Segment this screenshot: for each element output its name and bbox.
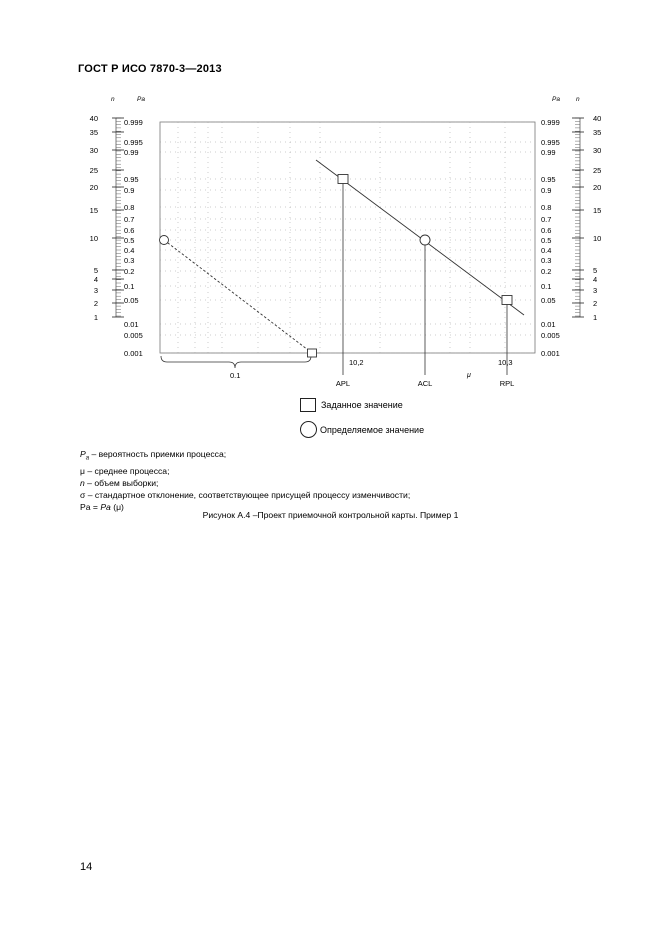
right-n-tick-label: 1	[593, 313, 598, 322]
square-marker-icon	[300, 398, 316, 412]
right-pa-tick-label: 0.8	[541, 203, 552, 212]
right-pa-tick-label: 0.95	[541, 175, 556, 184]
right-n-tick-label: 30	[593, 146, 602, 155]
left-pa-tick-label: 0.5	[124, 236, 135, 245]
formula-left: Pa	[80, 501, 91, 512]
definition-symbol: σ	[80, 489, 86, 500]
right-pa-axis-label: Pa	[552, 96, 560, 103]
left-n-tick-label: 25	[89, 166, 98, 175]
left-pa-tick-label: 0.995	[124, 138, 143, 147]
definition-dash: –	[84, 477, 95, 488]
right-n-tick-label: 40	[593, 114, 602, 123]
left-n-tick-label: 20	[89, 183, 98, 192]
formula-argument: (μ)	[110, 501, 124, 512]
formula-right: Pa	[100, 501, 111, 512]
bracket	[161, 356, 311, 368]
left-n-tick-label: 5	[93, 266, 98, 275]
right-n-tick-label: 25	[593, 166, 602, 175]
left-pa-tick-label: 0.1	[124, 282, 135, 291]
definition-subscript: a	[85, 455, 90, 462]
bracket-label: 0.1	[230, 371, 241, 380]
definition-text: объем выборки;	[94, 477, 159, 488]
definition-symbol: n	[80, 477, 85, 488]
left-pa-tick-label: 0.4	[124, 246, 135, 255]
right-n-tick-label: 15	[593, 206, 602, 215]
figure-caption: Рисунок A.4 –Проект приемочной контрольной карты. Пример 1	[202, 510, 459, 520]
legend-specified-label: Заданное значение	[321, 400, 403, 410]
left-pa-axis-label: Pa	[137, 96, 145, 103]
definition-text: стандартное отклонение, соответствующее присущей процессу изменчивости;	[94, 489, 411, 500]
dashed-series-circle-marker	[160, 236, 169, 245]
definition-dash: –	[85, 489, 95, 500]
definition-text: среднее процесса;	[94, 465, 170, 476]
acl-circle-marker	[420, 235, 430, 245]
left-n-tick-label: 10	[89, 234, 98, 243]
right-n-tick-label: 5	[593, 266, 598, 275]
formula-equals: =	[90, 501, 101, 512]
right-pa-tick-label: 0.2	[541, 267, 552, 276]
right-pa-tick-label: 0.999	[541, 118, 560, 127]
left-pa-tick-label: 0.2	[124, 267, 135, 276]
legend-determined	[300, 421, 424, 438]
left-pa-tick-label: 0.001	[124, 349, 143, 358]
acceptance-control-chart	[0, 0, 661, 400]
x-tick-label-apl: 10,2	[349, 358, 364, 367]
left-n-axis-label: n	[111, 96, 115, 103]
left-n-tick-label: 15	[89, 206, 98, 215]
right-pa-tick-label: 0.99	[541, 148, 556, 157]
right-pa-tick-label: 0.001	[541, 349, 560, 358]
right-pa-tick-label: 0.4	[541, 246, 552, 255]
left-pa-tick-label: 0.3	[124, 256, 135, 265]
definition-row	[80, 465, 410, 477]
right-n-tick-label: 3	[593, 286, 598, 295]
definition-symbol: P	[80, 449, 86, 459]
definition-dash: –	[84, 465, 95, 476]
definition-row	[80, 477, 410, 489]
definition-text: вероятность приемки процесса;	[98, 449, 227, 459]
definition-dash: –	[89, 449, 99, 459]
definition-row	[80, 489, 410, 501]
right-n-tick-label: 2	[593, 299, 598, 308]
dashed-series-square-marker	[308, 349, 317, 357]
definition-symbol: μ	[80, 465, 85, 476]
right-n-tick-label: 35	[593, 128, 602, 137]
circle-marker-icon	[300, 421, 317, 438]
left-pa-tick-label: 0.005	[124, 331, 143, 340]
left-n-tick-label: 40	[89, 114, 98, 123]
left-pa-tick-label: 0.7	[124, 215, 135, 224]
rpl-label: RPL	[499, 379, 515, 388]
right-pa-tick-label: 0.7	[541, 215, 552, 224]
plot-frame	[160, 122, 535, 353]
right-pa-tick-label: 0.5	[541, 236, 552, 245]
right-pa-tick-label: 0.9	[541, 186, 552, 195]
right-n-tick-label: 20	[593, 183, 602, 192]
acl-label: ACL	[417, 379, 433, 388]
document-header: ГОСТ Р ИСО 7870-3—2013	[78, 63, 222, 75]
left-pa-tick-label: 0.99	[124, 148, 139, 157]
apl-square-marker	[338, 175, 348, 184]
left-pa-tick-label: 0.9	[124, 186, 135, 195]
left-pa-tick-label: 0.6	[124, 226, 135, 235]
right-n-axis-label: n	[576, 96, 580, 103]
left-n-tick-label: 4	[93, 275, 98, 284]
page-number: 14	[80, 861, 93, 873]
left-pa-tick-label: 0.8	[124, 203, 135, 212]
legend-determined-label: Определяемое значение	[320, 424, 425, 435]
right-n-tick-label: 4	[593, 275, 598, 284]
left-n-tick-label: 30	[89, 146, 98, 155]
dashed-series-line	[164, 240, 312, 353]
right-pa-tick-label: 0.05	[541, 296, 556, 305]
left-pa-tick-label: 0.999	[124, 118, 143, 127]
left-n-tick-label: 35	[89, 128, 98, 137]
definition-row	[80, 448, 410, 465]
left-n-tick-label: 1	[93, 313, 98, 322]
left-n-tick-label: 3	[93, 286, 98, 295]
x-axis-symbol: μ	[467, 372, 471, 379]
right-pa-tick-label: 0.995	[541, 138, 560, 147]
right-pa-tick-label: 0.1	[541, 282, 552, 291]
left-n-tick-label: 2	[93, 299, 98, 308]
left-pa-tick-label: 0.95	[124, 175, 139, 184]
x-tick-label-rpl: 10,3	[498, 358, 513, 367]
left-pa-tick-label: 0.01	[124, 320, 139, 329]
apl-label: APL	[335, 379, 351, 388]
legend-specified	[300, 398, 403, 412]
rpl-square-marker	[502, 296, 512, 305]
right-pa-tick-label: 0.6	[541, 226, 552, 235]
right-pa-tick-label: 0.3	[541, 256, 552, 265]
right-pa-tick-label: 0.01	[541, 320, 556, 329]
right-pa-tick-label: 0.005	[541, 331, 560, 340]
symbol-definitions	[80, 448, 410, 513]
left-pa-tick-label: 0.05	[124, 296, 139, 305]
right-n-tick-label: 10	[593, 234, 602, 243]
